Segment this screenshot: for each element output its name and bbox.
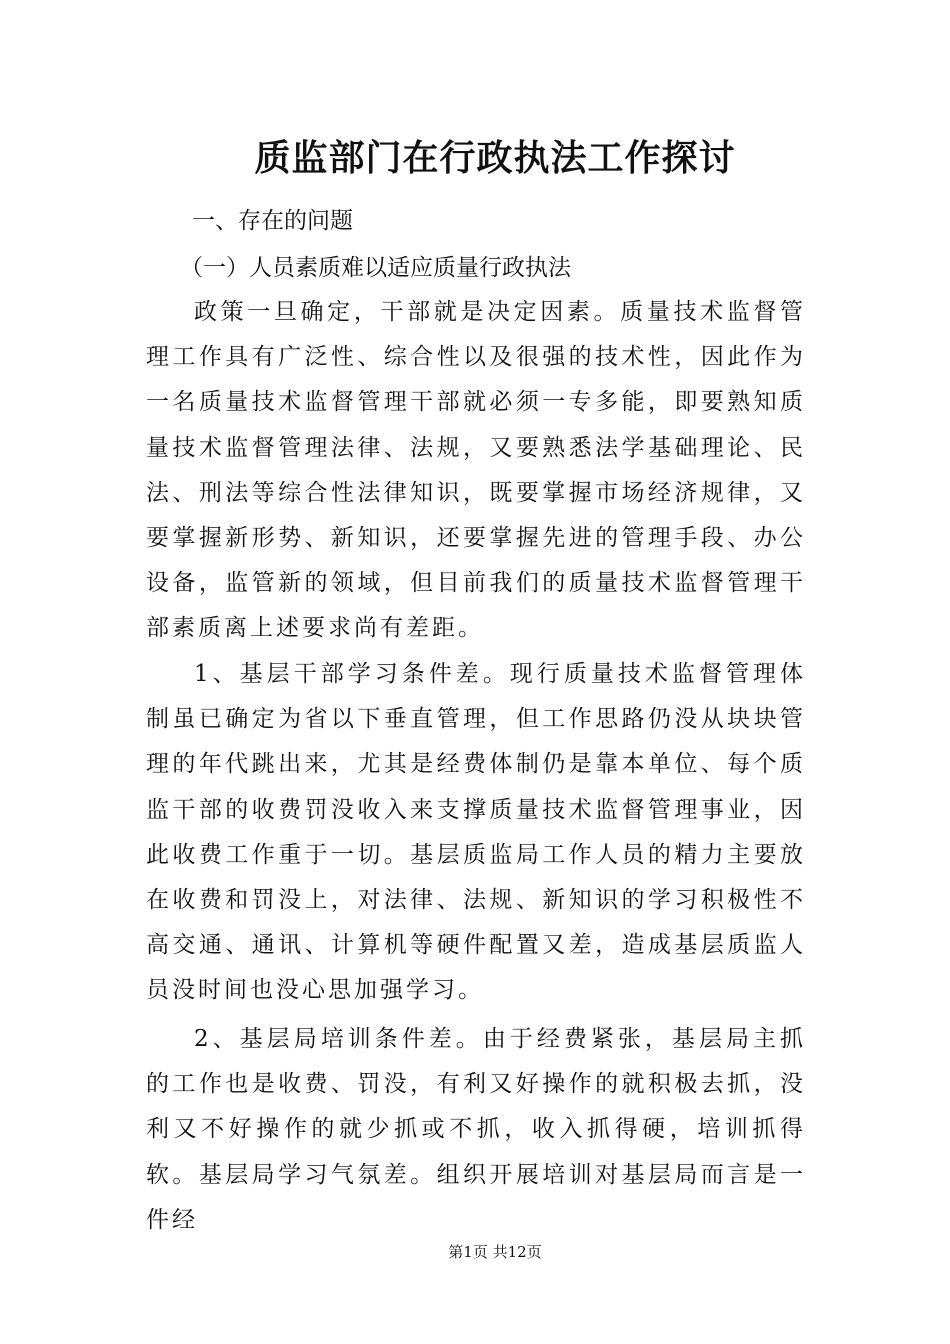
body-paragraph-1: 政策一旦确定，干部就是决定因素。质量技术监督管理工作具有广泛性、综合性以及很强的技术性，因此作为一名质量技术监督管理干部就必须一专多能，即要熟知质量技术监督管理法律、法规，又要熟悉法学基础理论、民法、刑法等综合性法律知识，既要掌握市场经济规律，又要掌握新形势、新知识，还要掌握先进的管理手段、办公设备，监管新的领域，但目前我们的质量技术监督管理干部素质离上述要求尚有差距。 xyxy=(146,299,806,642)
document-title: 质监部门在行政执法工作探讨 xyxy=(254,137,736,179)
page-footer: 第1页 共12页 xyxy=(448,1243,542,1261)
section-heading: 一、存在的问题 xyxy=(192,208,353,234)
body-paragraph-3: 2、基层局培训条件差。由于经费紧张，基层局主抓的工作也是收费、罚没，有利又好操作的就积极去抓，没利又不好操作的就少抓或不抓，收入抓得硬，培训抓得软。基层局学习气氛差。组织开展培训对基层局而言是一件经 xyxy=(146,1026,806,1233)
body-paragraph-2: 1、基层干部学习条件差。现行质量技术监督管理体制虽已确定为省以下垂直管理，但工作思路仍没从块块管理的年代跳出来，尤其是经费体制仍是靠本单位、每个质监干部的收费罚没收入来支撑质量技术监督管理事业，因此收费工作重于一切。基层质监局工作人员的精力主要放在收费和罚没上，对法律、法规、新知识的学习积极性不高交通、通讯、计算机等硬件配置又差，造成基层质监人员没时间也没心思加强学习。 xyxy=(146,661,806,1004)
subsection-heading: （一）人员素质难以适应质量行政执法 xyxy=(180,255,571,281)
